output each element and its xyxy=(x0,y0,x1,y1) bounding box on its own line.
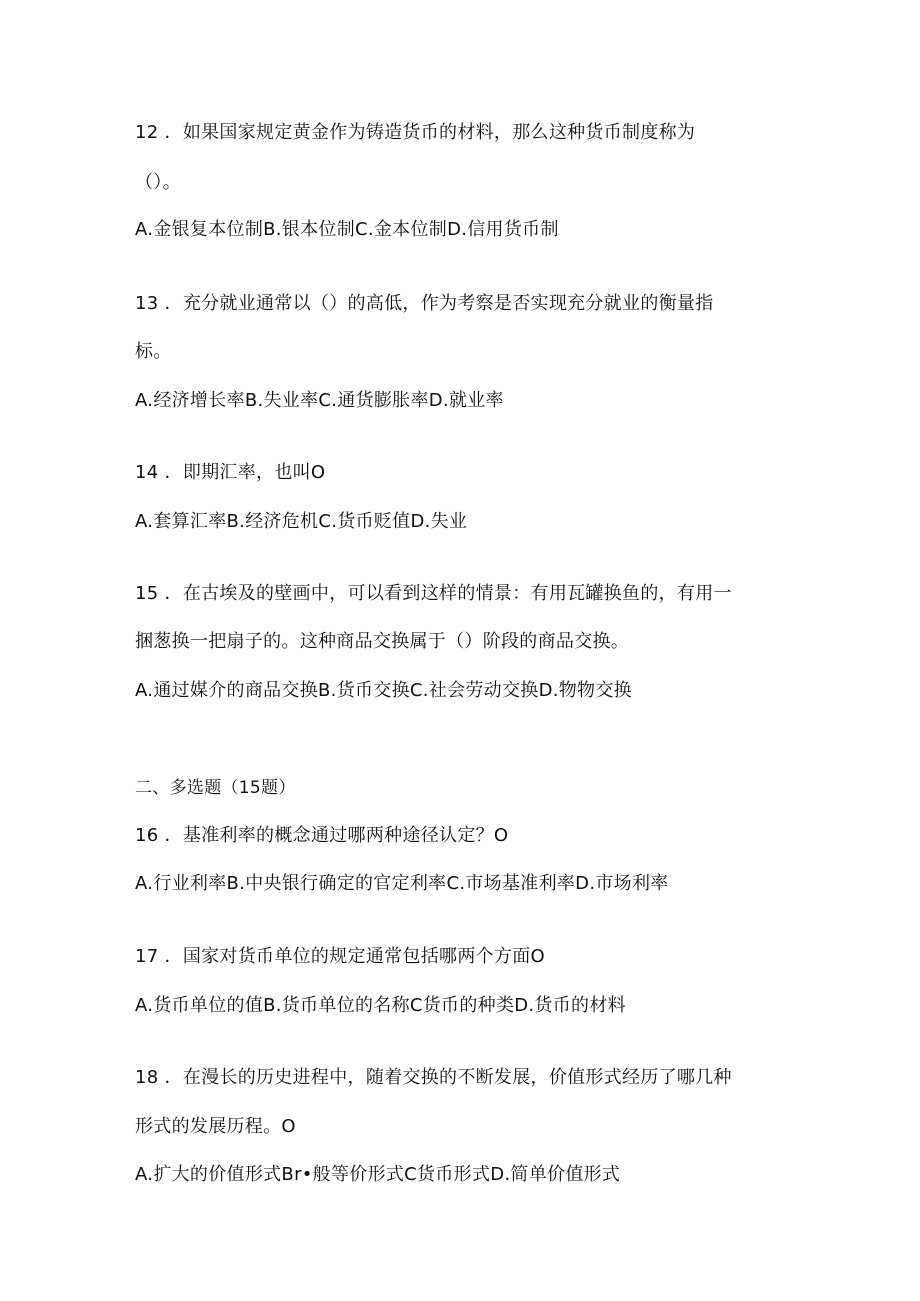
question-18-line-1: 18 ．在漫长的历史进程中，随着交换的不断发展，价值形式经历了哪几种 xyxy=(135,1067,732,1088)
question-12-options: A.金银复本位制B.银本位制C.金本位制D.信用货币制 xyxy=(135,219,559,240)
section-heading-multiple-choice: 二、多选题（15题） xyxy=(135,778,296,798)
question-13-line-1: 13 ．充分就业通常以（）的高低，作为考察是否实现充分就业的衡量指 xyxy=(135,293,714,314)
question-18-options: A.扩大的价值形式Br•般等价形式C货币形式D.简单价值形式 xyxy=(135,1164,621,1185)
question-12-line-2: （）。 xyxy=(135,172,181,193)
question-15-options: A.通过媒介的商品交换B.货币交换C.社会劳动交换D.物物交换 xyxy=(135,680,632,701)
question-13-line-2: 标。 xyxy=(135,341,172,362)
question-15-line-1: 15 ．在古埃及的壁画中，可以看到这样的情景：有用瓦罐换鱼的，有用一 xyxy=(135,583,732,604)
question-16-line-1: 16 ．基准利率的概念通过哪两种途径认定？O xyxy=(135,825,509,846)
question-14-options: A.套算汇率B.经济危机C.货币贬值D.失业 xyxy=(135,511,468,532)
question-17-line-1: 17 ．国家对货币单位的规定通常包括哪两个方面O xyxy=(135,946,545,967)
question-18-line-2: 形式的发展历程。O xyxy=(135,1116,296,1137)
question-12-line-1: 12 ．如果国家规定黄金作为铸造货币的材料，那么这种货币制度称为 xyxy=(135,122,696,143)
question-15-line-2: 捆葱换一把扇子的。这种商品交换属于（）阶段的商品交换。 xyxy=(135,631,630,652)
question-16-options: A.行业利率B.中央银行确定的官定利率C.市场基准利率D.市场利率 xyxy=(135,873,669,894)
question-17-options: A.货币单位的值B.货币单位的名称C货币的种类D.货币的材料 xyxy=(135,995,626,1016)
question-13-options: A.经济增长率B.失业率C.通货膨胀率D.就业率 xyxy=(135,390,504,411)
question-14-line-1: 14 ．即期汇率，也叫O xyxy=(135,462,326,483)
